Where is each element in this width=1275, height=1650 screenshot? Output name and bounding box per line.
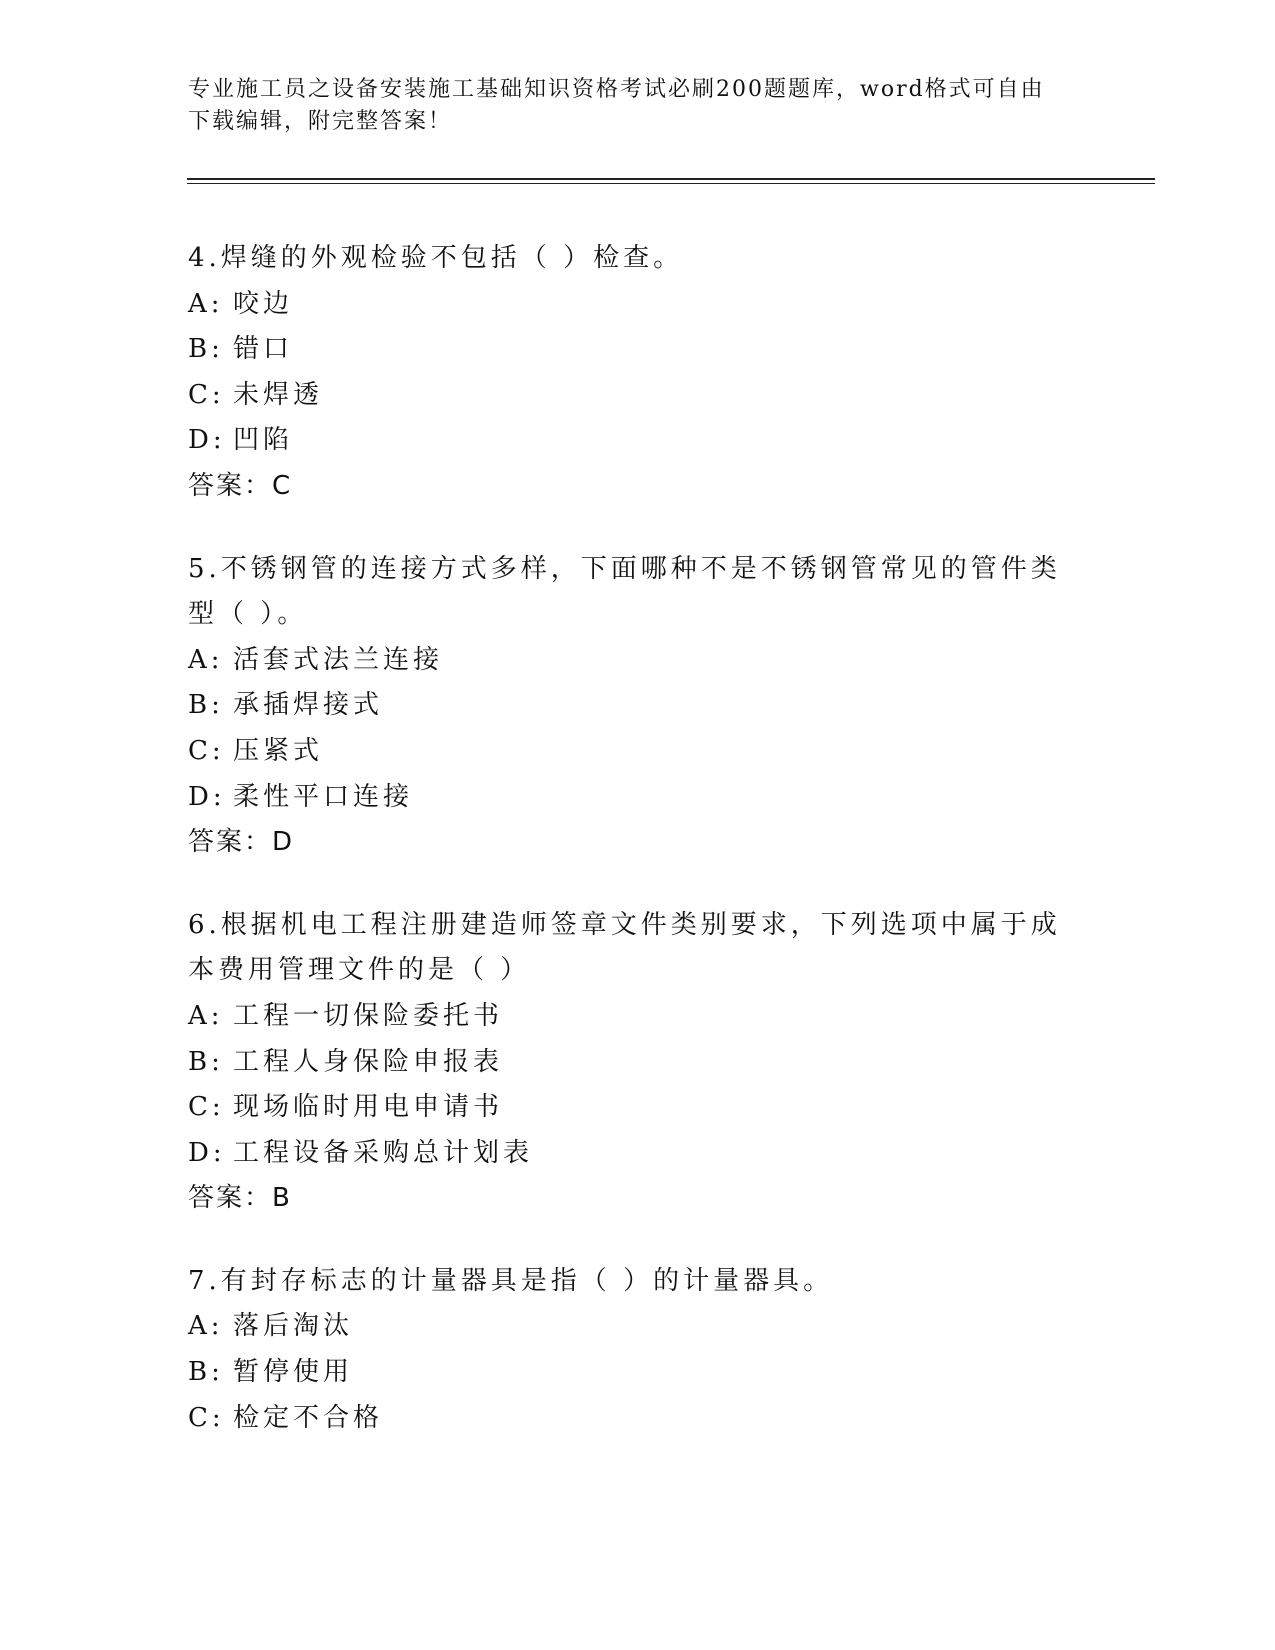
option-text: 柔性平口连接 [233, 781, 414, 812]
answer-option [188, 1085, 1088, 1131]
option-letter: B: [188, 1357, 224, 1388]
option-letter: B: [188, 690, 224, 721]
answer-line: 答案：D [188, 827, 295, 858]
option-text: 未焊透 [233, 379, 324, 410]
option-letter: D: [188, 1137, 226, 1168]
option-text: 咬边 [233, 288, 294, 319]
option-text: 暂停使用 [233, 1357, 354, 1388]
header-rule-thick [187, 178, 1155, 180]
answer-option [188, 994, 1088, 1040]
option-text: 错口 [233, 334, 294, 365]
option-text: 承插焊接式 [233, 690, 384, 721]
question-text: 5.不锈钢管的连接方式多样，下面哪种不是不锈钢管常见的管件类型（ ）。 [188, 553, 1061, 630]
option-letter: D: [188, 781, 226, 812]
answer-option [188, 1396, 1088, 1442]
option-text: 工程一切保险委托书 [233, 1000, 504, 1031]
option-text: 凹陷 [233, 425, 294, 456]
answer-option [188, 729, 1088, 775]
option-text: 活套式法兰连接 [233, 644, 444, 675]
header-rule-thin [187, 183, 1155, 184]
answer-option [188, 638, 1088, 684]
answer-option [188, 1350, 1088, 1396]
question-text: 4.焊缝的外观检验不包括（ ）检查。 [188, 243, 684, 273]
option-text: 压紧式 [233, 735, 324, 766]
question-list [188, 236, 1088, 1478]
question-block [188, 903, 1088, 1222]
answer-option [188, 1131, 1088, 1177]
answer-line: 答案：B [188, 1183, 292, 1214]
question-text: 6.根据机电工程注册建造师签章文件类别要求，下列选项中属于成本费用管理文件的是（ ） [188, 909, 1061, 986]
option-letter: A: [188, 644, 224, 675]
answer-option [188, 373, 1088, 419]
option-letter: C: [188, 1092, 225, 1123]
answer-option [188, 1304, 1088, 1350]
answer-line: 答案：C [188, 470, 293, 501]
option-letter: D: [188, 425, 226, 456]
option-text: 检定不合格 [233, 1402, 384, 1433]
option-text: 落后淘汰 [233, 1311, 354, 1342]
option-letter: B: [188, 334, 224, 365]
question-text: 7.有封存标志的计量器具是指（ ）的计量器具。 [188, 1265, 834, 1296]
answer-option [188, 418, 1088, 464]
question-block [188, 236, 1088, 510]
answer-option [188, 683, 1088, 729]
answer-option [188, 775, 1088, 821]
header-line-1: 专业施工员之设备安装施工基础知识资格考试必刷200题题库，word格式可自由 [188, 77, 1045, 102]
option-text: 现场临时用电申请书 [233, 1092, 504, 1123]
option-letter: C: [188, 1402, 225, 1433]
option-text: 工程人身保险申报表 [233, 1046, 504, 1077]
header-line-2: 下载编辑，附完整答案！ [188, 109, 453, 134]
option-letter: B: [188, 1046, 224, 1077]
answer-option [188, 327, 1088, 373]
option-letter: A: [188, 1311, 224, 1342]
option-letter: A: [188, 1000, 224, 1031]
option-text: 工程设备采购总计划表 [233, 1137, 534, 1168]
option-letter: A: [188, 288, 224, 319]
question-block [188, 1259, 1088, 1441]
answer-option [188, 1040, 1088, 1086]
document-header [188, 74, 1068, 138]
answer-option [188, 282, 1088, 328]
option-letter: C: [188, 379, 225, 410]
question-block [188, 547, 1088, 866]
option-letter: C: [188, 735, 225, 766]
